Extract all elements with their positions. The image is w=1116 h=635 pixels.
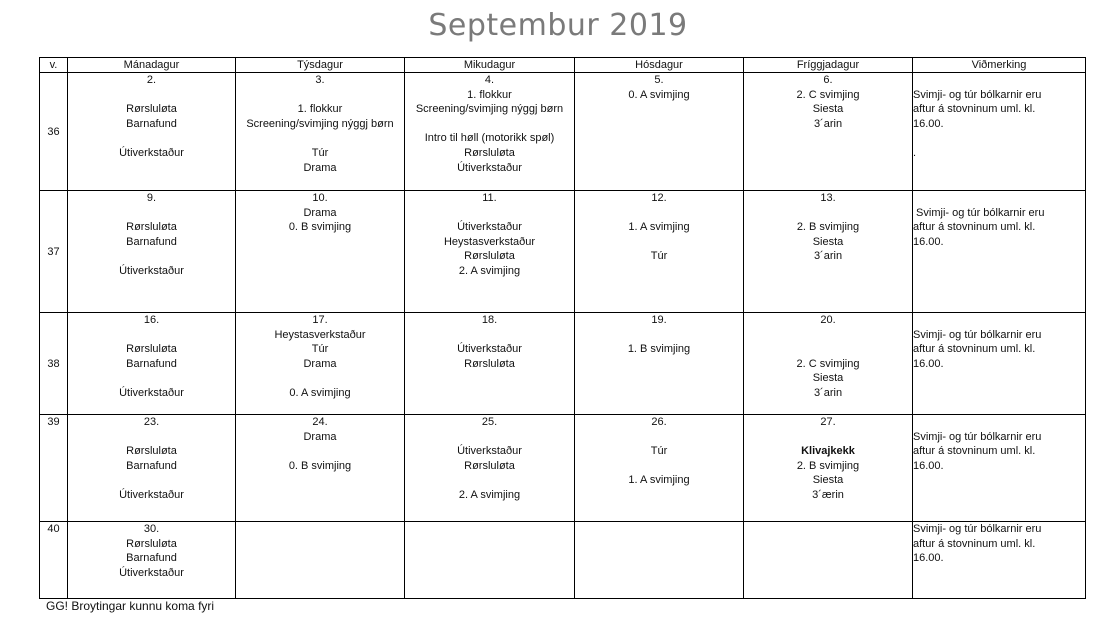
day-line: 0. B svimjing [288,459,352,472]
day-number: 6. [823,74,833,86]
day-line [744,206,912,221]
day-line: Túr [311,343,329,356]
day-number: 27. [820,416,836,428]
day-line: Útiverkstaður [457,161,522,174]
day-line: Túr [650,250,668,263]
calendar-table [39,57,1086,599]
day-line: Útiverkstaður [457,221,522,234]
day-cell-3 [236,73,405,191]
day-cell-empty [575,522,744,599]
note-line: . [913,146,917,159]
week-row-39 [40,415,1086,522]
week-row-37 [40,191,1086,313]
header-monday: Mánadagur [68,58,236,73]
day-cell-24 [236,415,405,522]
day-line [68,473,235,488]
day-line: 0. A svimjing [289,386,351,399]
week-number: 40 [40,522,68,599]
day-cell-6 [744,73,913,191]
note-line: 16.00. [913,552,944,565]
day-cell-20 [744,313,913,415]
day-number: 24. [312,416,328,428]
day-line: Útiverkstaður [119,488,184,501]
day-number: 12. [651,192,667,204]
day-line: Útiverkstaður [119,566,184,579]
note-line [913,131,1085,146]
week-number: 39 [40,415,68,522]
day-line: Rørsluløta [126,537,177,550]
day-number: 2. [146,74,157,86]
header-wednesday: Mikudagur [405,58,575,73]
day-line [575,235,743,250]
day-line: Barnafund [126,357,177,370]
day-line: Útiverkstaður [119,146,184,159]
note-line: Svimji- og túr bólkarnir eru [913,206,1045,219]
note-line: 16.00. [913,459,944,472]
note-line: Svimji- og túr bólkarnir eru [913,523,1042,535]
day-cell-empty [405,522,575,599]
day-line: 2. B svimjing [796,221,860,234]
header-week: v. [40,58,68,73]
day-cell-2 [68,73,236,191]
day-line: 0. B svimjing [288,221,352,234]
day-cell-30 [68,522,236,599]
day-line [405,206,574,221]
day-line: 1. A svimjing [628,474,690,487]
day-line: Siesta [812,474,844,487]
week-number: 38 [40,313,68,415]
day-number: 19. [651,314,667,326]
day-line: Screening/svimjing nýggj børn [246,117,394,130]
note-cell [913,313,1086,415]
day-line [405,328,574,343]
day-line [68,328,235,343]
day-line: Drama [303,357,337,370]
day-number: 4. [484,74,495,86]
header-friday: Fríggjadagur [744,58,913,73]
week-row-38 [40,313,1086,415]
day-number: 16. [143,314,160,326]
day-line: Barnafund [126,459,177,472]
day-line: Túr [311,146,329,159]
week-row-36 [40,73,1086,191]
day-line: 1. B svimjing [627,343,691,356]
day-line: Rørsluløta [464,146,515,159]
note-line: Svimji- og túr bólkarnir eru [913,328,1042,341]
day-line: 0. A svimjing [628,88,690,101]
day-line: 2. C svimjing [796,357,860,370]
day-line [405,473,574,488]
note-line [913,73,1085,88]
day-cell-23 [68,415,236,522]
day-cell-18 [405,313,575,415]
note-line: aftur á stovninum uml. kl. [913,445,1036,458]
week-number: 37 [40,191,68,313]
day-line: Útiverkstaður [457,343,522,356]
day-line [68,131,235,146]
day-number: 30. [143,523,160,535]
day-line: Rørsluløta [464,357,515,370]
week-row-40 [40,522,1086,599]
day-number: 11. [482,192,497,204]
day-cell-16 [68,313,236,415]
day-line [68,371,235,386]
day-number: 26. [651,416,667,428]
day-line: 2. A svimjing [458,264,521,277]
note-line: aftur á stovninum uml. kl. [913,537,1036,550]
note-line: 16.00. [913,117,944,130]
note-line: aftur á stovninum uml. kl. [913,343,1036,356]
header-thursday: Hósdagur [575,58,744,73]
day-number: 5. [654,74,664,86]
day-line: Siesta [812,103,844,116]
day-cell-12 [575,191,744,313]
day-number: 3. [315,74,325,86]
day-line: Screening/svimjing nýggj børn [415,103,564,116]
day-cell-10 [236,191,405,313]
day-line: Drama [303,161,337,174]
page-title: Septembur 2019 [428,8,688,43]
day-cell-25 [405,415,575,522]
day-line: Rørsluløta [126,221,177,234]
day-line: 2. C svimjing [796,88,860,101]
day-line [68,249,235,264]
day-line [575,328,743,343]
day-line: Siesta [812,235,844,248]
day-line [68,430,235,445]
day-line [744,342,912,357]
note-line [913,415,1085,430]
note-cell [913,73,1086,191]
day-line: Útiverkstaður [119,386,184,399]
note-line: 16.00. [913,235,944,248]
note-line [913,191,1085,206]
day-line [68,88,235,103]
day-line: Rørsluløta [126,103,177,116]
day-line [236,88,404,103]
day-cell-11 [405,191,575,313]
day-number: 13. [820,192,836,204]
note-line: aftur á stovninum uml. kl. [913,221,1036,234]
day-line: Drama [303,430,337,443]
note-line [913,313,1085,328]
note-line: Svimji- og túr bólkarnir eru [913,430,1042,443]
note-cell [913,522,1086,599]
day-line: 3´arin [813,386,843,399]
day-cell-5 [575,73,744,191]
day-line: Barnafund [126,235,177,248]
day-line: 2. A svimjing [458,488,521,501]
note-line: 16.00. [913,357,944,370]
day-line [236,131,404,146]
day-number: 18. [481,314,498,326]
day-line: 1. flokkur [467,88,512,101]
note-line: Svimji- og túr bólkarnir eru [913,88,1042,101]
day-cell-empty [236,522,405,599]
day-number: 10. [312,192,328,204]
day-line-highlight: Klivajkekk [801,445,855,458]
header-note: Viðmerking [913,58,1086,73]
day-cell-9 [68,191,236,313]
day-line: Rørsluløta [464,459,515,472]
day-line: 3´arin [813,117,843,130]
day-line: Túr [650,445,668,458]
day-line: Útiverkstaður [457,445,522,458]
day-cell-4 [405,73,575,191]
day-line: 3´ærin [812,488,844,501]
day-line [575,206,743,221]
header-row [40,58,1086,73]
day-number: 9. [146,192,157,204]
day-line: Barnafund [126,552,177,565]
note-cell [913,191,1086,313]
day-line: 1. flokkur [297,103,343,116]
day-number: 17. [312,314,328,326]
day-line: 1. A svimjing [628,221,690,234]
day-line [575,430,743,445]
day-line [405,430,574,445]
day-line [744,430,912,445]
day-cell-19 [575,313,744,415]
day-line [405,117,574,132]
note-line: aftur á stovninum uml. kl. [913,103,1036,116]
day-line [236,444,404,459]
header-tuesday: Týsdagur [236,58,405,73]
day-line: Rørsluløta [464,250,515,263]
day-cell-empty [744,522,913,599]
day-line [236,371,404,386]
note-cell [913,415,1086,522]
day-number: 25. [481,416,498,428]
week-number: 36 [40,73,68,191]
day-line: Drama [303,206,337,219]
day-cell-26 [575,415,744,522]
day-line: Rørsluløta [126,343,177,356]
day-line: Siesta [812,372,844,385]
day-cell-27 [744,415,913,522]
day-line: Rørsluløta [126,445,177,458]
day-line: Útiverkstaður [119,264,184,277]
day-line [68,206,235,221]
day-line: Intro til høll (motorikk spøl) [424,132,555,145]
day-cell-13 [744,191,913,313]
day-line: 2. B svimjing [796,459,860,472]
day-number: 23. [143,416,160,428]
day-line: Heystasverkstaður [443,235,536,248]
day-line: Barnafund [126,117,177,130]
day-number: 20. [820,314,836,326]
footer-note: GG! Broytingar kunnu koma fyri [46,599,215,613]
day-line [575,459,743,474]
day-cell-17 [236,313,405,415]
day-line: 3´arin [813,250,843,263]
day-line: Heystasverkstaður [274,328,366,341]
day-line [744,328,912,343]
